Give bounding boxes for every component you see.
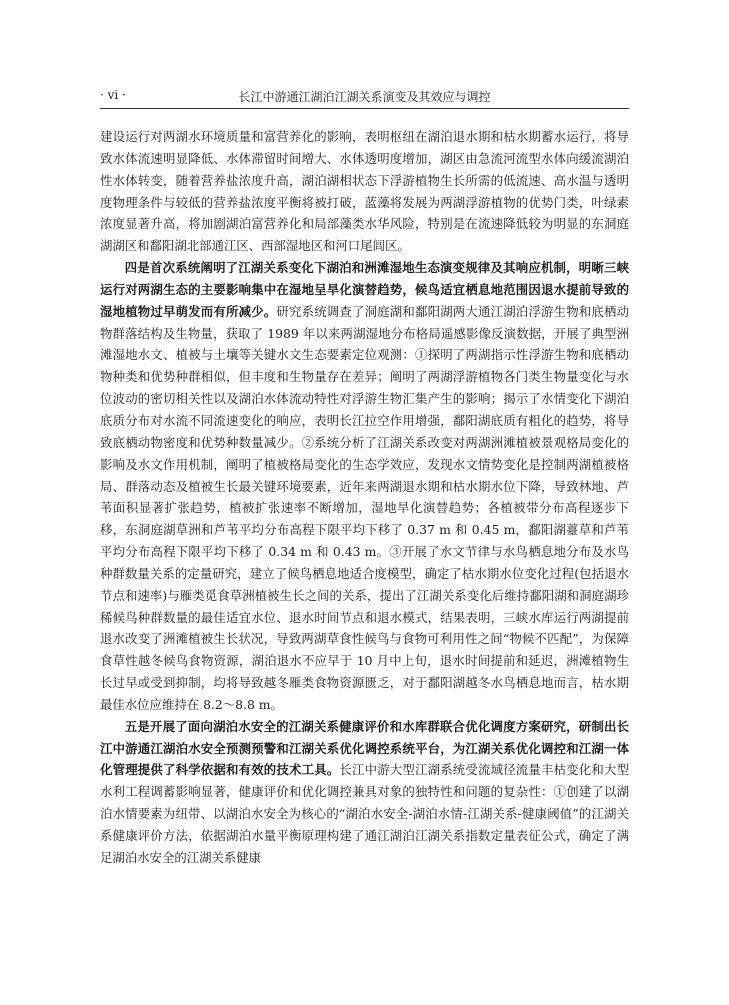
page-number: · vi · (100, 88, 126, 102)
running-header (100, 86, 629, 109)
paragraph-1-text: 建设运行对两湖水环境质量和富营养化的影响，表明枢纽在湖泊退水期和枯水期蓄水运行，将导致水体流速明显降低、水体滞留时间增大、水体透明度增加，湖区由急流河流型水体向缓流湖泊性水体转变，随着营养盐浓度升高，湖泊湖相状态下浮游植物生长所需的低流速、高水温与透明度物理条件与较低的营养盐浓度平衡将被打破，蓝藻将发展为两湖浮游植物的优势门类，叶绿素浓度显著升高，将加剧湖泊富营养化和局部藻类水华风险，特别是在流速降低较为明显的东洞庭湖湖区和鄱阳湖北部通江区、西部湿地区和河口尾闾区。 (100, 129, 629, 254)
paragraph-3-text: 长江中游大型江湖系统受流域径流量丰枯变化和大型水利工程调蓄影响显著，健康评价和优化调控兼具对象的独特性和问题的复杂性：①创建了以湖泊水情要素为纽带、以湖泊水安全为核心的“湖泊水安全-湖泊水情-江湖关系-健康阈值”的江湖关系健康评价方法，依据湖泊水量平衡原理构建了通江湖泊江湖关系指数定量表征公式，确定了满足湖泊水安全的江湖关系健康 (100, 762, 630, 865)
paragraph-2-bold: 四是首次系统阐明了江湖关系变化下湖泊和洲滩湿地生态演变规律及其响应机制，明晰三峡运行对两湖生态的主要影响集中在湿地呈旱化演替趋势，候鸟适宜栖息地范围因退水提前导致的湿地植物过早萌发而有所减少。 (100, 260, 629, 319)
paragraph-1 (100, 126, 629, 257)
paragraph-3-bold: 五是开展了面向湖泊水安全的江湖关系健康评价和水库群联合优化调度方案研究，研制出长江中游通江湖泊水安全预测预警和江湖关系优化调控系统平台，为江湖关系优化调控和江湖一体化管理提供了科学依据和有效的技术工具。 (100, 718, 629, 778)
body-text (100, 126, 629, 869)
running-title: 长江中游通江湖泊江湖关系演变及其效应与调控 (238, 90, 491, 104)
paragraph-3 (100, 716, 629, 869)
paragraph-2-text: 研究系统调查了洞庭湖和鄱阳湖两大通江湖泊浮游生物和底栖动物群落结构及生物量，获取了 1989 年以来两湖湿地分布格局遥感影像反演数据，开展了典型洲滩湿地水文、植被与土壤等关键水文生态要素定位观测：①探明了两湖指示性浮游生物和底栖动物种类和优势种群相似，但丰度和生物量存在差异；阐明了两湖浮游植物各门类生物量变化与水位波动的密切相关性以及湖泊水体流动特性对浮游生物汇集产生的影响；揭示了水情变化下湖泊底质分布对水流不同流速变化的响应，表明长江拉空作用增强，鄱阳湖底质有粗化的趋势，将导致底栖动物密度和优势种数量减少。②系统分析了江湖关系改变对两湖洲滩植被景观格局变化的影响及水文作用机制，阐明了植被格局变化的生态学效应，发现水文情势变化是控制两湖植被格局、群落动态及植被生长最关键环境要素，近年来两湖退水期和枯水期水位下降，导致林地、芦苇面积显著扩张趋势，植被扩张速率不断增加，湿地旱化演替趋势；各植被带分布高程逐步下移，东洞庭湖草洲和芦苇平均分布高程下限平均下移了 0.37 m 和 0.45 m，鄱阳湖薹草和芦苇平均分布高程下限平均下移了 0.34 m 和 0.43 m。③开展了水文节律与水鸟栖息地分布及水鸟种群数量关系的定量研究，建立了候鸟栖息地适合度模型，确定了枯水期水位变化过程(包括退水节点和速率)与雁类觅食草洲植被生长之间的关系，提出了江湖关系变化后维持鄱阳湖和洞庭湖珍稀候鸟种群数量的最佳适宜水位、退水时间节点和退水模式，结果表明，三峡水库运行两湖提前退水改变了洲滩植被生长状况，导致两湖草食性候鸟与食物可利用性之间“物候不匹配”，为保障食草性越冬候鸟食物资源，湖泊退水不应早于 10 月中上旬，退水时间提前和延迟，洲滩植物生长过早或受到抑制，均将导致越冬雁类食物资源匮乏，对于鄱阳湖越冬水鸟栖息地而言，枯水期最佳水位应维持在 8.2～8.8 m。 (100, 303, 630, 712)
paragraph-2 (100, 257, 629, 716)
